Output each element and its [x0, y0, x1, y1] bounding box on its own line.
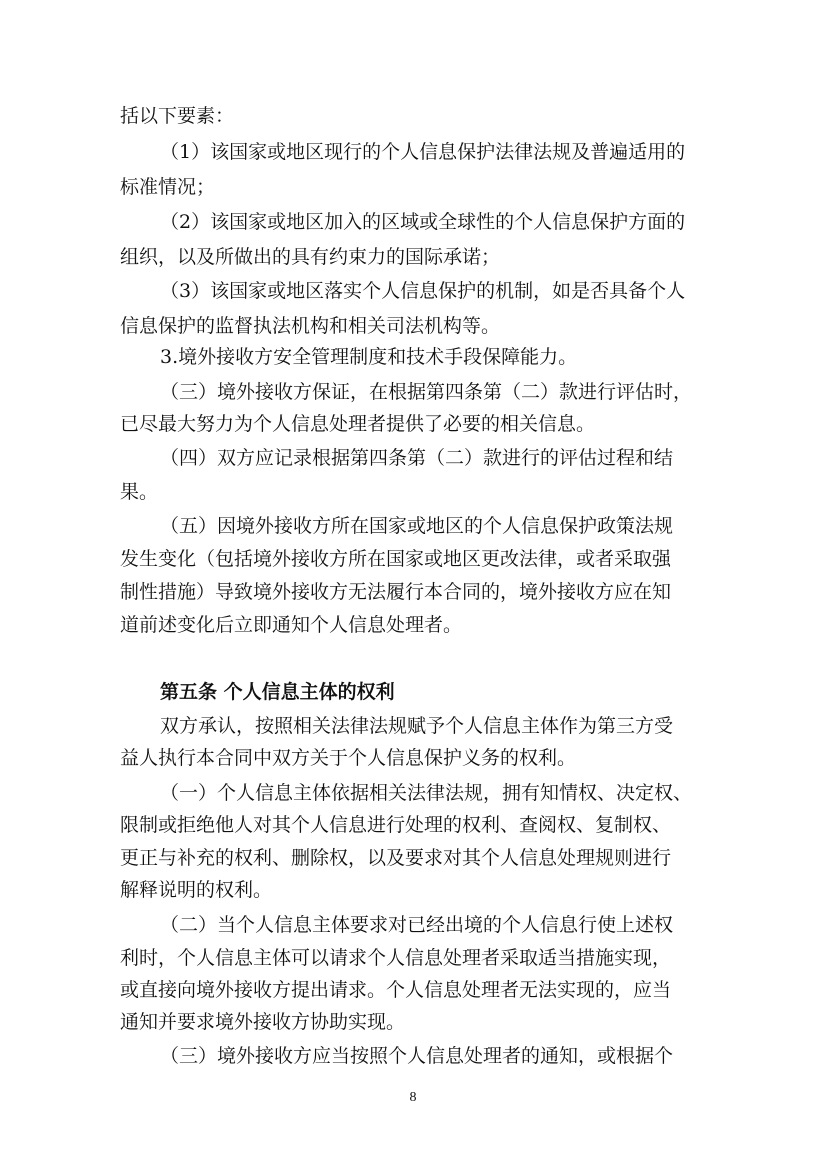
paragraph-line: （二）当个人信息主体要求对已经出境的个人信息行使上述权	[160, 914, 674, 936]
paragraph-line: 果。	[120, 481, 159, 503]
paragraph-line: 解释说明的权利。	[120, 879, 273, 901]
paragraph-line: （四）双方应记录根据第四条第（二）款进行的评估过程和结	[160, 447, 674, 469]
paragraph-line: 3.境外接收方安全管理制度和技术手段保障能力。	[160, 346, 578, 368]
paragraph-line: 已尽最大努力为个人信息处理者提供了必要的相关信息。	[120, 413, 596, 435]
paragraph-line: 益人执行本合同中双方关于个人信息保护义务的权利。	[120, 747, 577, 769]
paragraph-line: （三）境外接收方应当按照个人信息处理者的通知，或根据个	[160, 1045, 674, 1067]
paragraph-line: 组织，以及所做出的具有约束力的国际承诺；	[120, 246, 501, 268]
paragraph-line: 限制或拒绝他人对其个人信息进行处理的权利、查阅权、复制权、	[120, 814, 672, 836]
paragraph-line: （三）境外接收方保证，在根据第四条第（二）款进行评估时，	[160, 381, 693, 403]
paragraph-line: （2）该国家或地区加入的区域或全球性的个人信息保护方面的	[160, 211, 686, 233]
paragraph-line: 制性措施）导致境外接收方无法履行本合同的，境外接收方应在知	[120, 581, 672, 603]
paragraph-line: 双方承认，按照相关法律法规赋予个人信息主体作为第三方受	[160, 715, 674, 737]
paragraph-line: 道前述变化后立即通知个人信息处理者。	[120, 614, 463, 636]
paragraph-line: 通知并要求境外接收方协助实现。	[120, 1011, 406, 1033]
paragraph-line: （五）因境外接收方所在国家或地区的个人信息保护政策法规	[160, 515, 674, 537]
page-number: 8	[409, 1090, 417, 1105]
paragraph-line: （3）该国家或地区落实个人信息保护的机制，如是否具备个人	[160, 280, 686, 302]
paragraph-line: 标准情况；	[120, 176, 216, 198]
paragraph-line: 括以下要素：	[120, 105, 235, 127]
paragraph-line: （1）该国家或地区现行的个人信息保护法律法规及普遍适用的	[160, 141, 686, 163]
paragraph-line: 或直接向境外接收方提出请求。个人信息处理者无法实现的，应当	[120, 979, 672, 1001]
section-heading: 第五条 个人信息主体的权利	[160, 681, 395, 703]
paragraph-line: 利时，个人信息主体可以请求个人信息处理者采取适当措施实现，	[120, 947, 672, 969]
paragraph-line: 发生变化（包括境外接收方所在国家或地区更改法律，或者采取强	[120, 548, 672, 570]
paragraph-line: 信息保护的监督执法机构和相关司法机构等。	[120, 315, 501, 337]
paragraph-line: 更正与补充的权利、删除权，以及要求对其个人信息处理规则进行	[120, 847, 672, 869]
paragraph-line: （一）个人信息主体依据相关法律法规，拥有知情权、决定权、	[160, 782, 693, 804]
